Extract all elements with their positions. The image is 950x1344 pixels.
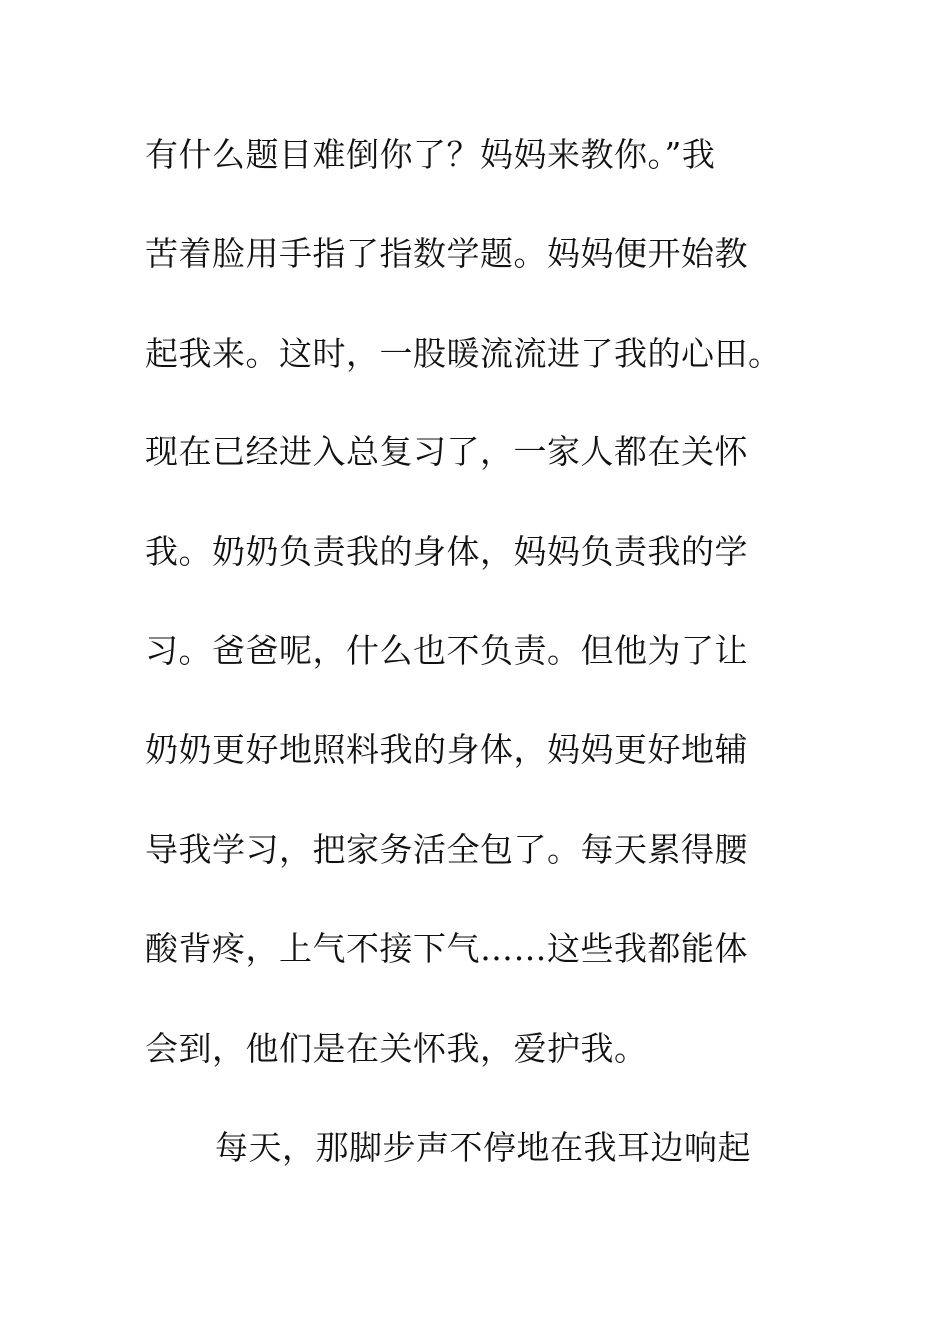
paragraph-line-5: 我。奶奶负责我的身体，妈妈负责我的学 [145,532,748,571]
paragraph-line-6: 习。爸爸呢，什么也不负责。但他为了让 [145,631,748,670]
paragraph-line-7: 奶奶更好地照料我的身体，妈妈更好地辅 [145,730,748,769]
paragraph-line-11: 每天，那脚步声不停地在我耳边响起 [215,1128,751,1167]
paragraph-line-8: 导我学习，把家务活全包了。每天累得腰 [145,830,748,869]
paragraph-line-2: 苦着脸用手指了指数学题。妈妈便开始教 [145,234,748,273]
paragraph-line-3: 起我来。这时，一股暖流流进了我的心田。 [145,334,782,373]
paragraph-line-4: 现在已经进入总复习了，一家人都在关怀 [145,432,748,471]
paragraph-line-1: 有什么题目难倒你了？妈妈来教你。”我 [145,135,716,174]
paragraph-line-10: 会到，他们是在关怀我，爱护我。 [145,1029,648,1068]
paragraph-line-9: 酸背疼，上气不接下气……这些我都能体 [145,929,748,968]
